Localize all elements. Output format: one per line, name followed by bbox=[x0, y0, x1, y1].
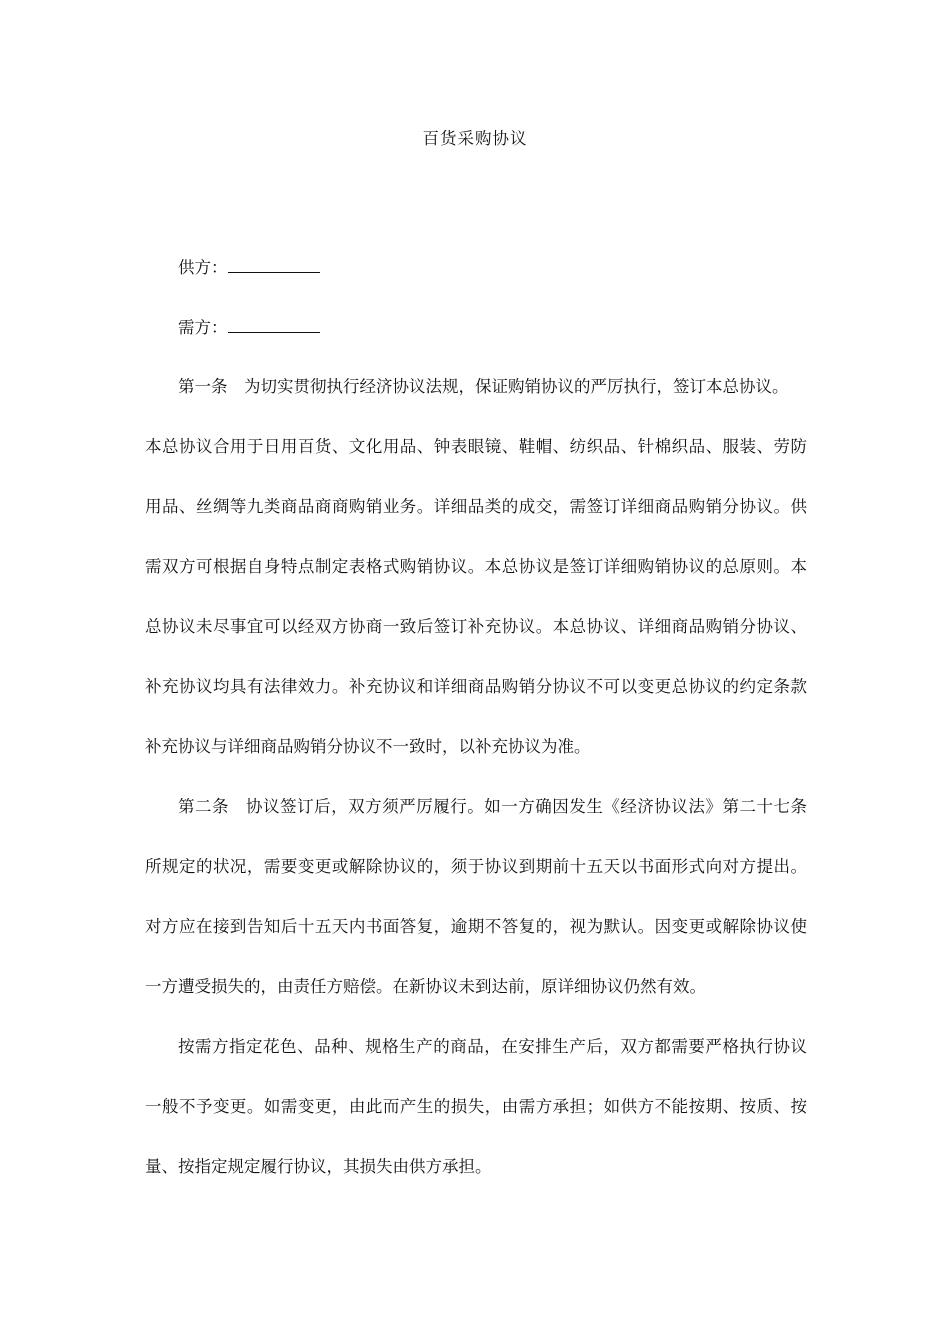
article-1-line-4: 需双方可根据自身特点制定表格式购销协议。本总协议是签订详细购销协议的总原则。本 bbox=[145, 557, 807, 576]
supplier-blank bbox=[228, 255, 320, 273]
article-2-line-3: 对方应在接到告知后十五天内书面答复，逾期不答复的，视为默认。因变更或解除协议使 bbox=[145, 917, 807, 936]
supplier-line bbox=[178, 255, 320, 280]
article-2-line-2: 所规定的状况，需要变更或解除协议的，须于协议到期前十五天以书面形式向对方提出。 bbox=[145, 857, 807, 876]
article-2-line-4: 一方遭受损失的，由责任方赔偿。在新协议未到达前，原详细协议仍然有效。 bbox=[145, 977, 706, 996]
article-2-line-1: 第二条 协议签订后，双方须严厉履行。如一方确因发生《经济协议法》第二十七条 bbox=[178, 797, 807, 816]
article-1-line-2: 本总协议合用于日用百货、文化用品、钟表眼镜、鞋帽、纺织品、针棉织品、服装、劳防 bbox=[145, 437, 807, 456]
paragraph-3-line-2: 一般不予变更。如需变更，由此而产生的损失，由需方承担；如供方不能按期、按质、按 bbox=[145, 1097, 807, 1116]
buyer-blank bbox=[228, 315, 320, 333]
article-1-line-7: 补充协议与详细商品购销分协议不一致时，以补充协议为准。 bbox=[145, 737, 591, 756]
article-1-line-5: 总协议未尽事宜可以经双方协商一致后签订补充协议。本总协议、详细商品购销分协议、 bbox=[145, 617, 807, 636]
article-1-line-1: 第一条 为切实贯彻执行经济协议法规，保证购销协议的严厉执行，签订本总协议。 bbox=[178, 377, 789, 396]
supplier-label: 供方： bbox=[178, 258, 228, 277]
paragraph-3-line-1: 按需方指定花色、品种、规格生产的商品，在安排生产后，双方都需要严格执行协议 bbox=[178, 1037, 807, 1056]
paragraph-3-line-3: 量、按指定规定履行协议，其损失由供方承担。 bbox=[145, 1157, 492, 1176]
buyer-label: 需方： bbox=[178, 318, 228, 337]
document-title: 百货采购协议 bbox=[422, 129, 528, 148]
article-1-line-6: 补充协议均具有法律效力。补充协议和详细商品购销分协议不可以变更总协议的约定条款 bbox=[145, 677, 807, 696]
document-body bbox=[145, 375, 807, 1215]
article-1-line-3: 用品、丝绸等九类商品商商购销业务。详细品类的成交，需签订详细商品购销分协议。供 bbox=[145, 497, 807, 516]
buyer-line bbox=[178, 315, 320, 340]
